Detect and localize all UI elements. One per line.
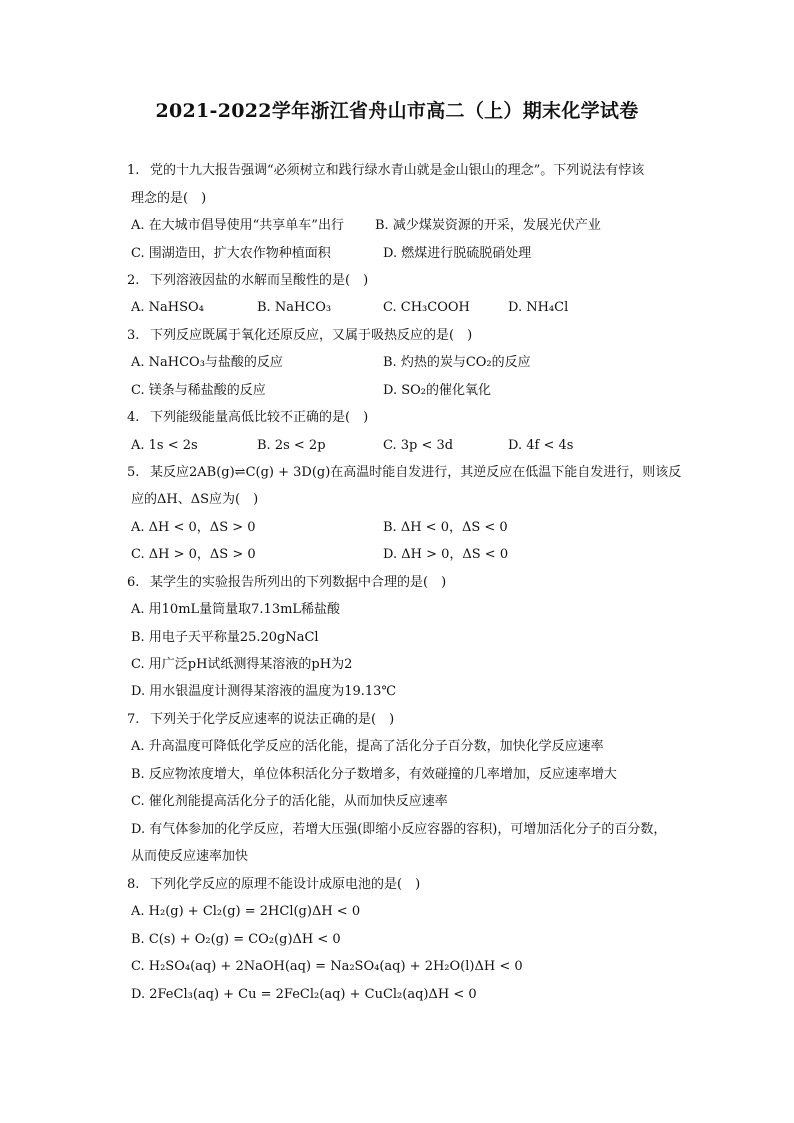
question-text: 下列能级能量高低比较不正确的是( )	[150, 410, 369, 425]
option-c: C. 3p < 3d	[383, 438, 454, 453]
question-text-line: 应的ΔH、ΔS应为( )	[131, 492, 259, 507]
option-c: C. 催化剂能提高活化分子的活化能，从而加快反应速率	[131, 794, 448, 809]
option-c: C. CH₃COOH	[383, 300, 470, 315]
question-text-line: 理念的是( )	[131, 191, 207, 206]
option-b: B. 2s < 2p	[257, 438, 326, 453]
page-title: 2021-2022学年浙江省舟山市高二（上）期末化学试卷	[155, 100, 639, 122]
option-b: B. 减少煤炭资源的开采，发展光伏产业	[375, 218, 601, 233]
option-d: D. 4f < 4s	[508, 438, 574, 453]
option-a: A. 升高温度可降低化学反应的活化能，提高了活化分子百分数，加快化学反应速率	[131, 739, 604, 754]
question-number: 7.	[127, 712, 140, 727]
option-d: D. SO₂的催化氧化	[383, 383, 491, 398]
option-a: A. 用10mL量筒量取7.13mL稀盐酸	[131, 602, 341, 617]
option-d: D. 有气体参加的化学反应，若增大压强(即缩小反应容器的容积)，可增加活化分子的百分数，	[131, 822, 667, 837]
question-number: 1.	[127, 163, 140, 178]
option-b: B. NaHCO₃	[257, 300, 332, 315]
option-b: B. ΔH < 0，ΔS < 0	[383, 520, 508, 535]
option-a: A. NaHCO₃与盐酸的反应	[131, 355, 283, 370]
option-b: B. 用电子天平称量25.20gNaCl	[131, 630, 319, 645]
option-text-line: 从而使反应速率加快	[131, 849, 249, 864]
option-b: B. 反应物浓度增大，单位体积活化分子数增多，有效碰撞的几率增加，反应速率增大	[131, 767, 617, 782]
question-number: 8.	[127, 877, 140, 892]
question-number: 2.	[127, 273, 140, 288]
option-d: D. NH₄Cl	[508, 300, 569, 315]
question-text: 某反应2AB(g)⇌C(g) + 3D(g)在高温时能自发进行，其逆反应在低温下能自发进行，则该反	[150, 465, 682, 480]
question-number: 4.	[127, 410, 140, 425]
question-text: 党的十九大报告强调“必须树立和践行绿水青山就是金山银山的理念”。下列说法有悖该	[150, 163, 645, 178]
option-d: D. 用水银温度计测得某溶液的温度为19.13℃	[131, 684, 396, 699]
option-a: A. ΔH < 0，ΔS > 0	[131, 520, 256, 535]
option-c: C. 镁条与稀盐酸的反应	[131, 383, 266, 398]
option-b: B. 灼热的炭与CO₂的反应	[383, 355, 531, 370]
question-text: 下列反应既属于氧化还原反应，又属于吸热反应的是( )	[150, 328, 473, 343]
option-c: C. ΔH > 0，ΔS > 0	[131, 547, 256, 562]
option-d: D. ΔH > 0，ΔS < 0	[383, 547, 509, 562]
question-number: 6.	[127, 575, 140, 590]
question-text: 下列关于化学反应速率的说法正确的是( )	[150, 712, 395, 727]
option-c: C. 围湖造田，扩大农作物种植面积	[131, 246, 331, 261]
option-d: D. 燃煤进行脱硫脱硝处理	[383, 246, 532, 261]
option-a: A. 1s < 2s	[131, 438, 198, 453]
question-text: 下列化学反应的原理不能设计成原电池的是( )	[150, 877, 421, 892]
option-b: B. C(s) + O₂(g) = CO₂(g)ΔH < 0	[131, 932, 341, 947]
option-a: A. 在大城市倡导使用“共享单车”出行	[131, 218, 344, 233]
option-c: C. H₂SO₄(aq) + 2NaOH(aq) = Na₂SO₄(aq) + 2H₂O(l)ΔH < 0	[131, 959, 523, 974]
option-a: A. NaHSO₄	[131, 300, 204, 315]
question-text: 某学生的实验报告所列出的下列数据中合理的是( )	[150, 575, 447, 590]
question-number: 3.	[127, 328, 140, 343]
option-d: D. 2FeCl₃(aq) + Cu = 2FeCl₂(aq) + CuCl₂(aq)ΔH < 0	[131, 987, 477, 1002]
option-c: C. 用广泛pH试纸测得某溶液的pH为2	[131, 657, 353, 672]
question-number: 5.	[127, 465, 140, 480]
question-text: 下列溶液因盐的水解而呈酸性的是( )	[150, 273, 369, 288]
option-a: A. H₂(g) + Cl₂(g) = 2HCl(g)ΔH < 0	[131, 904, 361, 919]
